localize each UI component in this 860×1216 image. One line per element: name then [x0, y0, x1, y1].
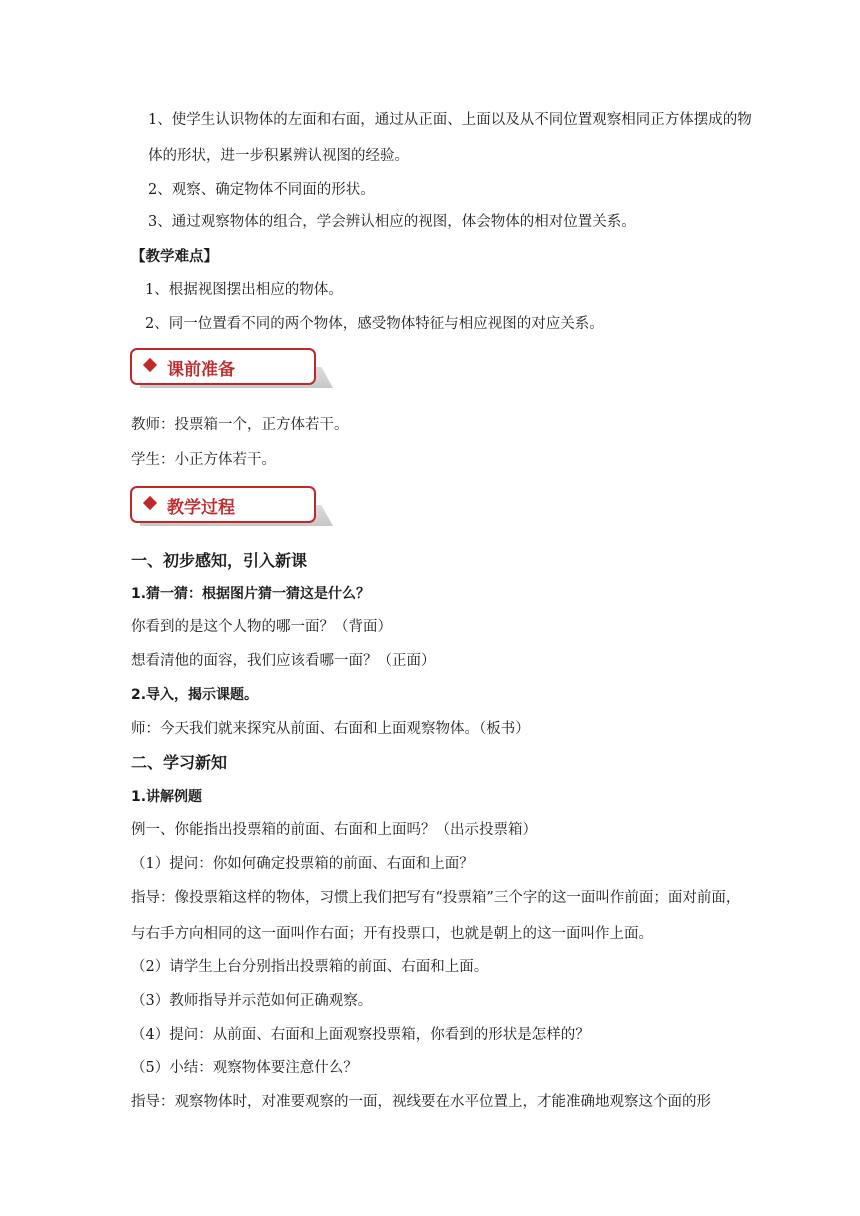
process-banner [130, 486, 335, 528]
section-1-question-2: 想看清他的面容，我们应该看哪一面？（正面） [131, 653, 436, 669]
section-1-sub-2: 2.导入，揭示课题。 [131, 687, 259, 703]
section-2-title: 二、学习新知 [131, 753, 228, 772]
difficulty-item-1: 1、根据视图摆出相应的物体。 [145, 282, 343, 298]
objective-1: 1、使学生认识物体的左面和右面，通过从正面、上面以及从不同位置观察相同正方体摆成的物体的形状，进一步积累辨认视图的经验。 [148, 112, 752, 164]
prep-banner [130, 348, 335, 390]
step-4: （4）提问：从前面、右面和上面观察投票箱，你看到的形状是怎样的？ [131, 1027, 590, 1043]
section-1-sub-1: 1.猜一猜：根据图片猜一猜这是什么？ [131, 586, 371, 602]
step-3: （3）教师指导并示范如何正确观察。 [131, 993, 373, 1009]
example-1: 例一、你能指出投票箱的前面、右面和上面吗？（出示投票箱） [131, 822, 537, 838]
section-1-question-1: 你看到的是这个人物的哪一面？（背面） [131, 619, 392, 635]
banner-label: 教学过程 [167, 498, 235, 518]
difficulty-item-2: 2、同一位置看不同的两个物体，感受物体特征与相应视图的对应关系。 [145, 316, 604, 332]
difficulty-heading: 【教学难点】 [131, 248, 218, 265]
step-1: （1）提问：你如何确定投票箱的前面、右面和上面？ [131, 856, 474, 872]
section-2-sub-1: 1.讲解例题 [131, 789, 203, 805]
section-1-intro: 师：今天我们就来探究从前面、右面和上面观察物体。（板书） [131, 721, 530, 737]
objective-2: 2、观察、确定物体不同面的形状。 [148, 182, 375, 198]
banner-label: 课前准备 [167, 360, 235, 380]
objective-3: 3、通过观察物体的组合，学会辨认相应的视图，体会物体的相对位置关系。 [148, 214, 636, 230]
prep-student: 学生：小正方体若干。 [131, 452, 276, 468]
guide-1: 指导：像投票箱这样的物体，习惯上我们把写有“投票箱”三个字的这一面叫作前面；面对前面，与右手方向相同的这一面叫作右面；开有投票口，也就是朝上的这一面叫作上面。 [131, 890, 741, 942]
prep-teacher: 教师：投票箱一个，正方体若干。 [131, 417, 349, 433]
guide-2: 指导：观察物体时，对准要观察的一面，视线要在水平位置上，才能准确地观察这个面的形 [131, 1094, 711, 1110]
section-1-title: 一、初步感知，引入新课 [131, 551, 308, 570]
step-2: （2）请学生上台分别指出投票箱的前面、右面和上面。 [131, 959, 489, 975]
step-5: （5）小结：观察物体要注意什么？ [131, 1060, 358, 1076]
